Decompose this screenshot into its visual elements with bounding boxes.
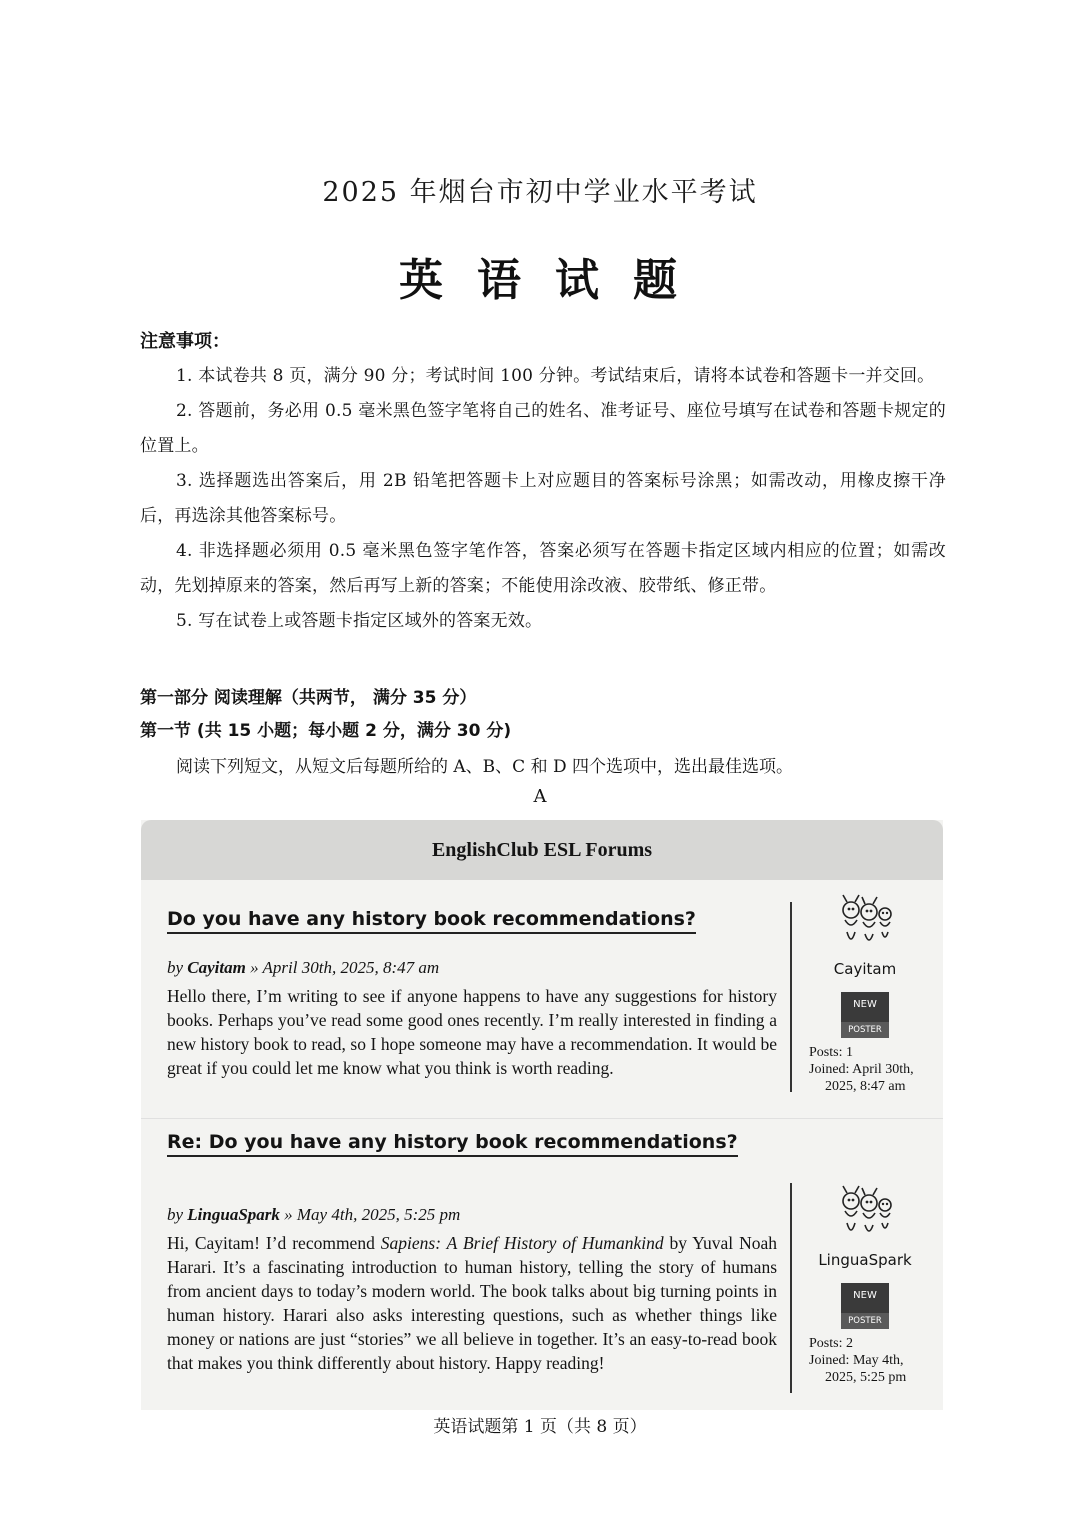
badge-top: NEW	[853, 999, 877, 1010]
exam-title: 2025 年烟台市初中学业水平考试	[322, 177, 758, 208]
subject-title: 英语试题	[399, 255, 711, 306]
new-poster-badge	[841, 1283, 889, 1329]
badge-bottom: POSTER	[841, 1313, 889, 1329]
post-by: by	[167, 1205, 188, 1224]
note-item: 2. 答题前，务必用 0.5 毫米黑色签字笔将自己的姓名、准考证号、座位号填写在试卷和答题卡规定的位置上。	[140, 401, 946, 456]
note-item: 3. 选择题选出答案后，用 2B 铅笔把答题卡上对应题目的答案标号涂黑；如需改动，用橡皮擦干净后，再选涂其他答案标号。	[140, 471, 946, 526]
instruction: 阅读下列短文，从短文后每题所给的 A、B、C 和 D 四个选项中，选出最佳选项。	[176, 757, 794, 777]
forum-post	[141, 1118, 943, 1409]
new-poster-badge	[841, 992, 889, 1038]
book-title: Sapiens: A Brief History of Humankind	[380, 1233, 664, 1253]
joined-line-2: 2025, 8:47 am	[825, 1079, 906, 1094]
user-stats	[809, 1335, 943, 1386]
username[interactable]: Cayitam	[833, 960, 897, 978]
post-divider	[790, 1183, 792, 1393]
joined-line-1: Joined: May 4th,	[809, 1353, 904, 1368]
badge-bottom: POSTER	[841, 1022, 889, 1038]
section-title: 第一节 (共 15 小题；每小题 2 分，满分 30 分)	[140, 721, 512, 741]
forum-panel	[141, 820, 943, 1410]
notes-section	[140, 327, 946, 639]
joined-line-1: Joined: April 30th,	[809, 1062, 914, 1077]
post-title[interactable]: Do you have any history book recommendations?	[167, 908, 696, 934]
badge-top: NEW	[853, 1290, 877, 1301]
user-stats	[809, 1044, 943, 1095]
post-body-text: by Yuval Noah Harari. It’s a fascinating introduction to human history, telling the story of humans from ancient days to today’s modern world. The book talks about big turning points in human history. Harari also asks interesting questions, such as whether things like money or nations are just “stories” we all believe in together. It’s an easy-to-read book that makes you think differently about history. Happy reading!	[167, 1233, 777, 1373]
note-item: 1. 本试卷共 8 页，满分 90 分；考试时间 100 分钟。考试结束后，请将本试卷和答题卡一并交回。	[176, 366, 935, 386]
forum-post	[141, 888, 943, 1108]
avatar-icon[interactable]	[835, 892, 899, 952]
note-item: 5. 写在试卷上或答题卡指定区域外的答案无效。	[176, 611, 543, 631]
post-meta	[167, 1205, 460, 1225]
posts-count: Posts: 1	[809, 1045, 853, 1060]
page-footer: 英语试题第 1 页（共 8 页）	[433, 1417, 647, 1437]
post-body: Hello there, I’m writing to see if anyone happens to have any suggestions for history books. Perhaps you’ve read some good ones recently. I’m really interested in finding a new history book to read, so I hope someone may have a recommendation. It would be great if you could let me know what you think is worth reading.	[167, 986, 777, 1078]
post-date: » May 4th, 2025, 5:25 pm	[279, 1205, 461, 1224]
post-author[interactable]: Cayitam	[187, 958, 246, 977]
avatar-icon[interactable]	[835, 1183, 899, 1243]
post-body-text: Hi, Cayitam! I’d recommend	[167, 1233, 381, 1253]
post-date: » April 30th, 2025, 8:47 am	[245, 958, 440, 977]
joined-line-2: 2025, 5:25 pm	[825, 1370, 907, 1385]
post-by: by	[167, 958, 188, 977]
post-title[interactable]: Re: Do you have any history book recommendations?	[167, 1131, 738, 1157]
passage-letter: A	[533, 786, 547, 807]
note-item: 4. 非选择题必须用 0.5 毫米黑色签字笔作答，答案必须写在答题卡指定区域内相应的位置；如需改动，先划掉原来的答案，然后再写上新的答案；不能使用涂改液、胶带纸、修正带。	[140, 541, 946, 596]
post-divider	[790, 902, 792, 1092]
post-author[interactable]: LinguaSpark	[187, 1205, 280, 1224]
username[interactable]: LinguaSpark	[818, 1251, 912, 1269]
forum-header: EnglishClub ESL Forums	[141, 820, 943, 880]
post-body	[167, 1231, 777, 1375]
post-meta	[167, 958, 439, 978]
part-title: 第一部分 阅读理解（共两节， 满分 35 分）	[140, 688, 477, 708]
posts-count: Posts: 2	[809, 1336, 853, 1351]
notes-heading: 注意事项：	[140, 331, 230, 352]
